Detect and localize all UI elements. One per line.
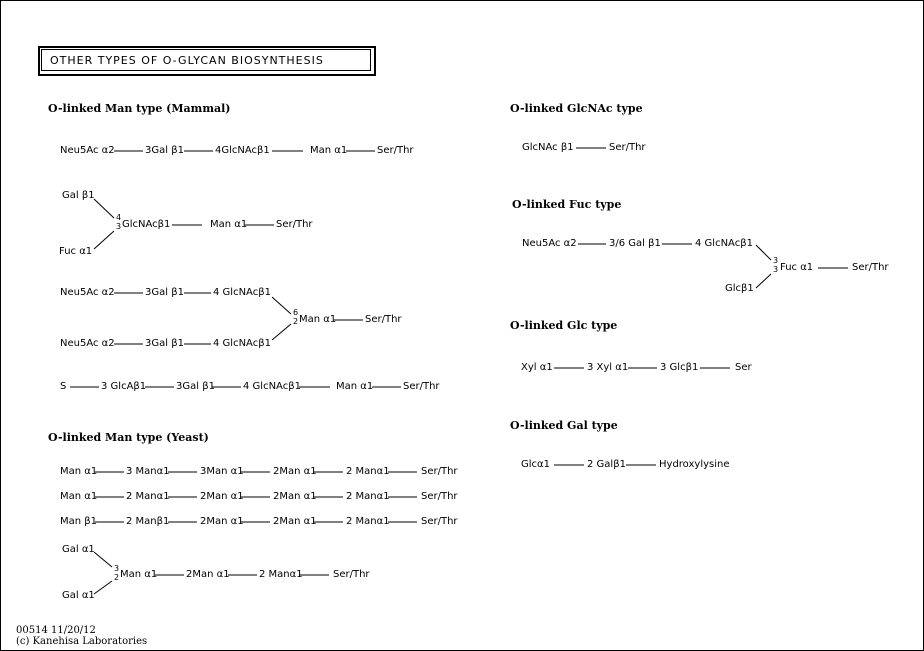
glycan-node[interactable]: Ser/Thr	[377, 145, 414, 156]
glycan-node[interactable]: 3Gal β1	[145, 338, 184, 349]
linkage-position: 3	[114, 564, 120, 573]
glycan-node[interactable]: 2 Manβ1	[126, 516, 170, 527]
glycan-node[interactable]: Man α1	[60, 491, 98, 502]
section-heading-fuc: O-linked Fuc type	[512, 198, 622, 211]
glycan-node[interactable]: Hydroxylysine	[659, 459, 730, 470]
glycan-node[interactable]: Glcβ1	[725, 283, 754, 294]
glycan-node[interactable]: 2Man α1	[273, 491, 317, 502]
glycan-node[interactable]: 4 GlcNAcβ1	[213, 287, 271, 298]
linkage-position: 2	[293, 317, 299, 326]
glycan-node[interactable]: 3Gal β1	[176, 381, 215, 392]
glycan-node[interactable]: Xyl α1	[521, 362, 553, 373]
glycan-node[interactable]: Fuc α1	[780, 262, 814, 273]
glycan-node[interactable]: Man α1	[210, 219, 248, 230]
section-heading-man-mammal: O-linked Man type (Mammal)	[48, 102, 231, 115]
linkage-position: 3	[116, 222, 122, 231]
glycan-node[interactable]: Man β1	[60, 516, 98, 527]
section-heading-glc: O-linked Glc type	[510, 319, 618, 332]
glycan-node[interactable]: Neu5Ac α2	[60, 287, 115, 298]
section-heading-glcnac: O-linked GlcNAc type	[510, 102, 643, 115]
glycan-node[interactable]: 3Man α1	[200, 466, 244, 477]
glycan-node[interactable]: 2 Manα1	[259, 569, 303, 580]
glycan-node[interactable]: 2Man α1	[273, 466, 317, 477]
linkage-position: 4	[116, 213, 122, 222]
glycan-node[interactable]: Neu5Ac α2	[60, 145, 115, 156]
glycan-node[interactable]: 3 Manα1	[126, 466, 170, 477]
section-heading-man-yeast: O-linked Man type (Yeast)	[48, 431, 209, 444]
glycan-node[interactable]: Fuc α1	[59, 246, 93, 257]
glycan-node[interactable]: 3/6 Gal β1	[609, 238, 661, 249]
glycan-node[interactable]: Ser/Thr	[421, 516, 458, 527]
glycan-node[interactable]: Man α1	[310, 145, 348, 156]
map-title: OTHER TYPES OF O-GLYCAN BIOSYNTHESIS	[50, 54, 324, 67]
glycan-node[interactable]: 4GlcNAcβ1	[215, 145, 270, 156]
map-code: 00514 11/20/12	[16, 625, 96, 636]
glycan-node[interactable]: 3 Xyl α1	[587, 362, 629, 373]
linkage-position: 3	[773, 265, 779, 274]
glycan-node[interactable]: Ser/Thr	[421, 491, 458, 502]
copyright-text: (c) Kanehisa Laboratories	[16, 636, 148, 647]
glycan-node[interactable]: 2Man α1	[186, 569, 230, 580]
glycan-node[interactable]: 4 GlcNAcβ1	[695, 238, 753, 249]
glycan-node[interactable]: 2Man α1	[200, 516, 244, 527]
glycan-node[interactable]: Gal β1	[62, 190, 95, 201]
glycan-node[interactable]: GlcNAc β1	[522, 142, 574, 153]
glycan-node[interactable]: 2Man α1	[200, 491, 244, 502]
glycan-node[interactable]: 2Man α1	[273, 516, 317, 527]
glycan-node[interactable]: 3 Glcβ1	[660, 362, 699, 373]
glycan-node[interactable]: Neu5Ac α2	[522, 238, 577, 249]
linkage-position: 2	[114, 573, 120, 582]
glycan-node[interactable]: Ser/Thr	[852, 262, 889, 273]
glycan-node[interactable]: Ser	[735, 362, 752, 373]
linkage-position: 6	[293, 308, 299, 317]
glycan-node[interactable]: 2 Manα1	[346, 491, 390, 502]
glycan-node[interactable]: Gal α1	[62, 590, 95, 601]
linkage-position: 3	[773, 256, 779, 265]
glycan-node[interactable]: 3 GlcAβ1	[101, 381, 147, 392]
glycan-node[interactable]: Glcα1	[521, 459, 550, 470]
glycan-node[interactable]: Ser/Thr	[333, 569, 370, 580]
glycan-node[interactable]: Neu5Ac α2	[60, 338, 115, 349]
glycan-node[interactable]: Ser/Thr	[609, 142, 646, 153]
section-heading-gal: O-linked Gal type	[510, 419, 618, 432]
glycan-node[interactable]: 2 Manα1	[346, 516, 390, 527]
glycan-node[interactable]: Ser/Thr	[365, 314, 402, 325]
glycan-node[interactable]: Man α1	[60, 466, 98, 477]
glycan-node[interactable]: Ser/Thr	[421, 466, 458, 477]
glycan-node[interactable]: 2 Manα1	[346, 466, 390, 477]
glycan-node[interactable]: Gal α1	[62, 544, 95, 555]
glycan-node[interactable]: 2 Manα1	[126, 491, 170, 502]
glycan-node[interactable]: Man α1	[336, 381, 374, 392]
glycan-node[interactable]: 4 GlcNAcβ1	[243, 381, 301, 392]
glycan-node[interactable]: Ser/Thr	[276, 219, 313, 230]
glycan-node[interactable]: 2 Galβ1	[587, 459, 626, 470]
glycan-node[interactable]: Man α1	[299, 314, 337, 325]
glycan-node[interactable]: Ser/Thr	[403, 381, 440, 392]
glycan-node[interactable]: S	[60, 381, 67, 392]
glycan-node[interactable]: 4 GlcNAcβ1	[213, 338, 271, 349]
glycan-node[interactable]: 3Gal β1	[145, 287, 184, 298]
glycan-node[interactable]: GlcNAcβ1	[122, 219, 171, 230]
glycan-node[interactable]: Man α1	[120, 569, 158, 580]
glycan-node[interactable]: 3Gal β1	[145, 145, 184, 156]
